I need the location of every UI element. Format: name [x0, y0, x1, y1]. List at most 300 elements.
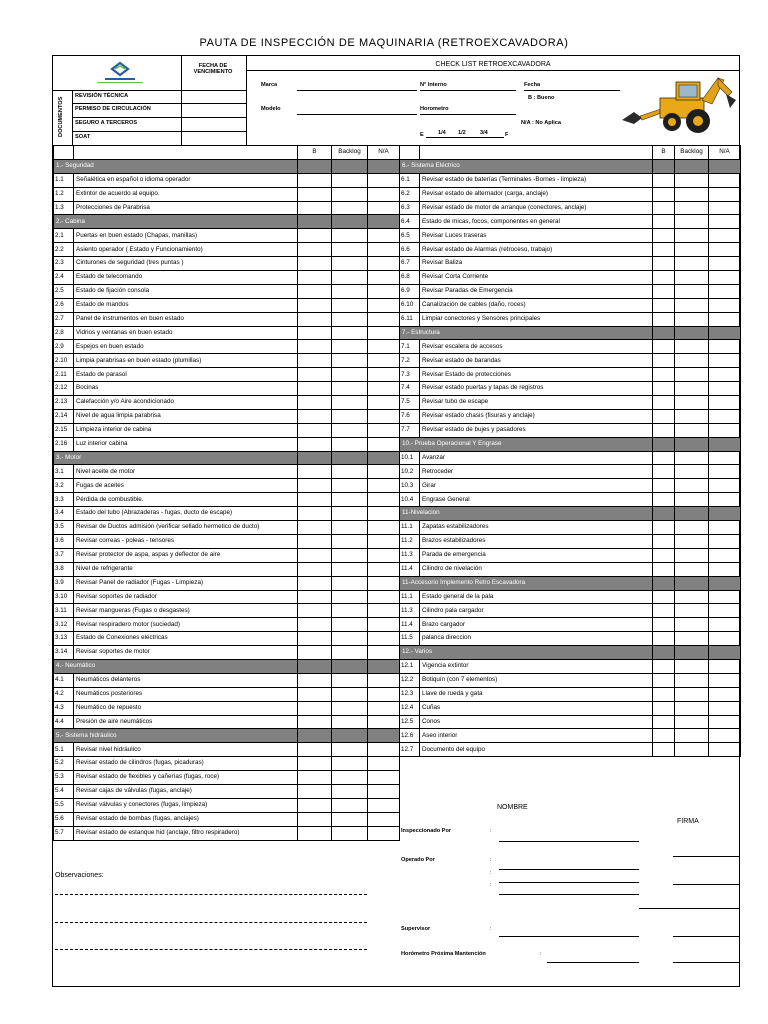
check-backlog-cell[interactable] [332, 687, 368, 701]
checklist-row [54, 701, 400, 715]
item-number: 4.4 [54, 715, 74, 729]
section-header-blank [368, 659, 400, 673]
check-backlog-cell[interactable] [675, 396, 709, 410]
check-backlog-cell[interactable] [675, 465, 709, 479]
check-b-cell[interactable] [298, 423, 332, 437]
check-backlog-cell[interactable] [332, 534, 368, 548]
item-label: Calefacción y/o Aire acondicionado [74, 396, 298, 410]
check-na-cell[interactable] [368, 521, 400, 535]
check-b-cell[interactable] [298, 632, 332, 646]
check-na-cell[interactable] [368, 507, 400, 521]
check-backlog-cell[interactable] [332, 465, 368, 479]
check-b-cell[interactable] [298, 743, 332, 757]
observaciones-line-2[interactable] [55, 922, 367, 923]
check-na-cell[interactable] [709, 396, 741, 410]
check-b-cell[interactable] [653, 298, 675, 312]
inspeccionado-sign-line[interactable] [673, 856, 739, 857]
check-b-cell[interactable] [653, 701, 675, 715]
check-na-cell[interactable] [709, 632, 741, 646]
check-backlog-cell[interactable] [675, 562, 709, 576]
check-b-cell[interactable] [653, 187, 675, 201]
check-b-cell[interactable] [653, 729, 675, 743]
item-number: 10.3 [400, 479, 420, 493]
check-b-cell[interactable] [298, 201, 332, 215]
check-b-cell[interactable] [298, 479, 332, 493]
legend-bueno: B : Bueno [528, 95, 555, 101]
col-backlog-header: Backlog [332, 146, 368, 160]
check-b-cell[interactable] [653, 340, 675, 354]
check-backlog-cell[interactable] [675, 201, 709, 215]
check-backlog-cell[interactable] [675, 521, 709, 535]
check-na-cell[interactable] [368, 312, 400, 326]
check-na-cell[interactable] [368, 423, 400, 437]
check-b-cell[interactable] [298, 618, 332, 632]
check-na-cell[interactable] [368, 576, 400, 590]
check-b-cell[interactable] [298, 548, 332, 562]
check-backlog-cell[interactable] [675, 368, 709, 382]
check-na-cell[interactable] [709, 284, 741, 298]
check-na-cell[interactable] [709, 534, 741, 548]
check-backlog-cell[interactable] [675, 409, 709, 423]
check-backlog-cell[interactable] [675, 632, 709, 646]
check-na-cell[interactable] [709, 451, 741, 465]
check-b-cell[interactable] [298, 340, 332, 354]
check-backlog-cell[interactable] [332, 715, 368, 729]
check-na-cell[interactable] [709, 687, 741, 701]
check-na-cell[interactable] [368, 632, 400, 646]
check-na-cell[interactable] [368, 687, 400, 701]
check-na-cell[interactable] [368, 326, 400, 340]
check-b-cell[interactable] [298, 465, 332, 479]
check-na-cell[interactable] [368, 493, 400, 507]
check-na-cell[interactable] [709, 173, 741, 187]
supervisor-name-line[interactable] [499, 936, 639, 937]
check-b-cell[interactable] [298, 812, 332, 826]
check-backlog-cell[interactable] [332, 784, 368, 798]
check-b-cell[interactable] [298, 382, 332, 396]
check-b-cell[interactable] [298, 604, 332, 618]
check-na-cell[interactable] [709, 521, 741, 535]
check-b-cell[interactable] [298, 576, 332, 590]
check-na-cell[interactable] [368, 590, 400, 604]
check-na-cell[interactable] [368, 271, 400, 285]
check-na-cell[interactable] [368, 340, 400, 354]
check-b-cell[interactable] [653, 521, 675, 535]
item-number: 6.5 [400, 229, 420, 243]
check-backlog-cell[interactable] [675, 312, 709, 326]
item-number: 10.1 [400, 451, 420, 465]
check-na-cell[interactable] [709, 423, 741, 437]
check-backlog-cell[interactable] [332, 757, 368, 771]
check-backlog-cell[interactable] [332, 340, 368, 354]
check-b-cell[interactable] [653, 354, 675, 368]
check-backlog-cell[interactable] [332, 437, 368, 451]
checklist-row [400, 312, 741, 326]
check-na-cell[interactable] [709, 409, 741, 423]
item-number: 2.16 [54, 437, 74, 451]
check-backlog-cell[interactable] [332, 562, 368, 576]
check-b-cell[interactable] [298, 312, 332, 326]
check-backlog-cell[interactable] [675, 729, 709, 743]
check-na-cell[interactable] [709, 701, 741, 715]
check-backlog-cell[interactable] [332, 632, 368, 646]
check-backlog-cell[interactable] [675, 271, 709, 285]
firma-header: FIRMA [677, 818, 699, 825]
check-backlog-cell[interactable] [332, 493, 368, 507]
check-na-cell[interactable] [709, 340, 741, 354]
check-backlog-cell[interactable] [332, 423, 368, 437]
checklist-row [400, 354, 741, 368]
check-b-cell[interactable] [653, 257, 675, 271]
check-b-cell[interactable] [653, 243, 675, 257]
check-b-cell[interactable] [653, 534, 675, 548]
item-label: Revisar soportes de motor [74, 646, 298, 660]
check-b-cell[interactable] [298, 271, 332, 285]
check-b-cell[interactable] [298, 187, 332, 201]
item-label: Estado del tubo (Abrazaderas - fugas, ducto de escape) [74, 507, 298, 521]
item-number: 2.5 [54, 284, 74, 298]
check-na-cell[interactable] [709, 229, 741, 243]
check-backlog-cell[interactable] [675, 215, 709, 229]
check-backlog-cell[interactable] [675, 618, 709, 632]
item-label: Estado de mandos [74, 298, 298, 312]
check-b-cell[interactable] [298, 646, 332, 660]
check-backlog-cell[interactable] [332, 701, 368, 715]
check-backlog-cell[interactable] [675, 284, 709, 298]
check-b-cell[interactable] [653, 687, 675, 701]
check-na-cell[interactable] [368, 534, 400, 548]
check-backlog-cell[interactable] [332, 590, 368, 604]
check-na-cell[interactable] [368, 257, 400, 271]
check-na-cell[interactable] [368, 354, 400, 368]
check-na-cell[interactable] [709, 465, 741, 479]
inspeccionado-name-line[interactable] [499, 841, 639, 842]
check-na-cell[interactable] [709, 201, 741, 215]
check-backlog-cell[interactable] [675, 493, 709, 507]
check-b-cell[interactable] [653, 382, 675, 396]
check-backlog-cell[interactable] [332, 479, 368, 493]
check-backlog-cell[interactable] [332, 576, 368, 590]
check-na-cell[interactable] [709, 604, 741, 618]
check-backlog-cell[interactable] [332, 743, 368, 757]
check-backlog-cell[interactable] [332, 173, 368, 187]
check-backlog-cell[interactable] [332, 229, 368, 243]
check-backlog-cell[interactable] [675, 354, 709, 368]
check-b-cell[interactable] [298, 687, 332, 701]
check-backlog-cell[interactable] [332, 798, 368, 812]
check-b-cell[interactable] [298, 493, 332, 507]
check-backlog-cell[interactable] [332, 382, 368, 396]
check-backlog-cell[interactable] [332, 396, 368, 410]
operado-name-line-2[interactable] [499, 882, 639, 883]
check-backlog-cell[interactable] [675, 534, 709, 548]
check-b-cell[interactable] [653, 548, 675, 562]
check-na-cell[interactable] [368, 173, 400, 187]
check-b-cell[interactable] [298, 396, 332, 410]
check-b-cell[interactable] [298, 368, 332, 382]
check-backlog-cell[interactable] [332, 507, 368, 521]
item-label: Revisar estado de flexibles y cañerías (fugas, roce) [74, 771, 298, 785]
check-b-cell[interactable] [298, 326, 332, 340]
item-label: Revisar Panel de radiador (Fugas - Limpieza) [74, 576, 298, 590]
checklist-row [54, 173, 400, 187]
check-na-cell[interactable] [368, 465, 400, 479]
checklist-row [54, 326, 400, 340]
check-na-cell[interactable] [709, 590, 741, 604]
check-backlog-cell[interactable] [675, 451, 709, 465]
check-na-cell[interactable] [368, 826, 400, 840]
check-backlog-cell[interactable] [332, 409, 368, 423]
check-backlog-cell[interactable] [675, 479, 709, 493]
check-backlog-cell[interactable] [675, 298, 709, 312]
check-backlog-cell[interactable] [332, 646, 368, 660]
item-number: 3.4 [54, 507, 74, 521]
check-b-cell[interactable] [298, 507, 332, 521]
operado-sign-line-1[interactable] [673, 884, 739, 885]
check-na-cell[interactable] [709, 618, 741, 632]
section-title: 1.- Seguridad [54, 159, 298, 173]
observaciones-line-1[interactable] [55, 894, 367, 895]
check-b-cell[interactable] [298, 715, 332, 729]
check-b-cell[interactable] [653, 590, 675, 604]
check-na-cell[interactable] [368, 437, 400, 451]
check-na-cell[interactable] [709, 215, 741, 229]
check-backlog-cell[interactable] [332, 618, 368, 632]
checklist-row [400, 451, 741, 465]
operado-name-line-1[interactable] [499, 869, 639, 870]
section-header-blank [332, 729, 368, 743]
check-na-cell[interactable] [368, 479, 400, 493]
observaciones-line-3[interactable] [55, 949, 367, 950]
check-b-cell[interactable] [653, 284, 675, 298]
check-b-cell[interactable] [653, 368, 675, 382]
check-na-cell[interactable] [368, 771, 400, 785]
check-b-cell[interactable] [653, 271, 675, 285]
check-b-cell[interactable] [298, 173, 332, 187]
check-backlog-cell[interactable] [332, 548, 368, 562]
check-na-cell[interactable] [709, 659, 741, 673]
check-backlog-cell[interactable] [675, 604, 709, 618]
check-b-cell[interactable] [298, 257, 332, 271]
check-na-cell[interactable] [709, 243, 741, 257]
check-backlog-cell[interactable] [332, 271, 368, 285]
check-b-cell[interactable] [653, 451, 675, 465]
check-b-cell[interactable] [298, 284, 332, 298]
check-na-cell[interactable] [709, 479, 741, 493]
check-na-cell[interactable] [709, 271, 741, 285]
check-b-cell[interactable] [653, 312, 675, 326]
check-b-cell[interactable] [298, 409, 332, 423]
check-na-cell[interactable] [709, 673, 741, 687]
check-na-cell[interactable] [368, 743, 400, 757]
check-b-cell[interactable] [653, 562, 675, 576]
check-na-cell[interactable] [368, 409, 400, 423]
doc-soat: SOAT [75, 134, 91, 140]
section-header-blank [675, 437, 709, 451]
check-backlog-cell[interactable] [675, 590, 709, 604]
check-backlog-cell[interactable] [332, 368, 368, 382]
check-na-cell[interactable] [368, 798, 400, 812]
check-backlog-cell[interactable] [675, 243, 709, 257]
check-b-cell[interactable] [298, 437, 332, 451]
check-na-cell[interactable] [709, 298, 741, 312]
check-na-cell[interactable] [709, 187, 741, 201]
operado-name-line-3[interactable] [499, 894, 639, 895]
item-label: Revisar respiradero motor (suciedad) [74, 618, 298, 632]
check-b-cell[interactable] [298, 243, 332, 257]
check-backlog-cell[interactable] [675, 382, 709, 396]
check-backlog-cell[interactable] [332, 201, 368, 215]
check-na-cell[interactable] [368, 229, 400, 243]
section-header-blank [709, 507, 741, 521]
check-backlog-cell[interactable] [332, 298, 368, 312]
check-b-cell[interactable] [653, 743, 675, 757]
check-na-cell[interactable] [368, 701, 400, 715]
item-label: Avanzar [420, 451, 653, 465]
checklist-row [400, 368, 741, 382]
check-na-cell[interactable] [368, 562, 400, 576]
check-b-cell[interactable] [653, 396, 675, 410]
check-backlog-cell[interactable] [675, 257, 709, 271]
check-na-cell[interactable] [368, 673, 400, 687]
check-backlog-cell[interactable] [332, 604, 368, 618]
check-b-cell[interactable] [298, 798, 332, 812]
check-backlog-cell[interactable] [675, 715, 709, 729]
check-b-cell[interactable] [298, 784, 332, 798]
check-backlog-cell[interactable] [675, 423, 709, 437]
check-b-cell[interactable] [298, 826, 332, 840]
check-na-cell[interactable] [368, 784, 400, 798]
check-b-cell[interactable] [298, 229, 332, 243]
check-backlog-cell[interactable] [332, 771, 368, 785]
check-na-cell[interactable] [368, 757, 400, 771]
check-b-cell[interactable] [653, 229, 675, 243]
check-na-cell[interactable] [709, 354, 741, 368]
check-backlog-cell[interactable] [332, 284, 368, 298]
section-header-blank [298, 159, 332, 173]
check-na-cell[interactable] [709, 312, 741, 326]
check-backlog-cell[interactable] [675, 673, 709, 687]
check-b-cell[interactable] [298, 521, 332, 535]
check-na-cell[interactable] [368, 715, 400, 729]
check-backlog-cell[interactable] [332, 354, 368, 368]
check-na-cell[interactable] [709, 257, 741, 271]
check-na-cell[interactable] [368, 382, 400, 396]
check-backlog-cell[interactable] [332, 243, 368, 257]
item-number: 12.6 [400, 729, 420, 743]
check-backlog-cell[interactable] [332, 257, 368, 271]
check-b-cell[interactable] [653, 632, 675, 646]
check-na-cell[interactable] [709, 743, 741, 757]
check-b-cell[interactable] [298, 562, 332, 576]
checklist-row [54, 562, 400, 576]
check-na-cell[interactable] [709, 562, 741, 576]
check-backlog-cell[interactable] [675, 548, 709, 562]
check-na-cell[interactable] [368, 548, 400, 562]
check-backlog-cell[interactable] [675, 743, 709, 757]
item-label: Girar [420, 479, 653, 493]
check-na-cell[interactable] [709, 548, 741, 562]
check-b-cell[interactable] [653, 215, 675, 229]
check-b-cell[interactable] [298, 701, 332, 715]
check-backlog-cell[interactable] [675, 187, 709, 201]
check-na-cell[interactable] [368, 618, 400, 632]
check-b-cell[interactable] [653, 173, 675, 187]
check-na-cell[interactable] [368, 298, 400, 312]
section-header-blank [298, 451, 332, 465]
check-b-cell[interactable] [653, 604, 675, 618]
check-b-cell[interactable] [653, 409, 675, 423]
check-b-cell[interactable] [653, 715, 675, 729]
check-na-cell[interactable] [368, 368, 400, 382]
supervisor-sign-line[interactable] [673, 936, 739, 937]
check-backlog-cell[interactable] [332, 326, 368, 340]
item-number: 2.10 [54, 354, 74, 368]
check-backlog-cell[interactable] [332, 312, 368, 326]
check-na-cell[interactable] [368, 812, 400, 826]
check-b-cell[interactable] [653, 618, 675, 632]
check-na-cell[interactable] [368, 604, 400, 618]
item-number: 2.1 [54, 229, 74, 243]
check-b-cell[interactable] [298, 354, 332, 368]
check-backlog-cell[interactable] [332, 673, 368, 687]
section-header-blank [332, 159, 368, 173]
check-na-cell[interactable] [709, 493, 741, 507]
operado-sign-line-2[interactable] [639, 908, 739, 909]
check-b-cell[interactable] [653, 673, 675, 687]
check-b-cell[interactable] [653, 659, 675, 673]
check-na-cell[interactable] [368, 284, 400, 298]
check-b-cell[interactable] [653, 423, 675, 437]
horometro-mantencion-line[interactable] [547, 962, 639, 963]
check-b-cell[interactable] [298, 590, 332, 604]
check-na-cell[interactable] [709, 368, 741, 382]
horometro-sign-line[interactable] [673, 962, 739, 963]
check-na-cell[interactable] [368, 187, 400, 201]
check-na-cell[interactable] [368, 243, 400, 257]
check-b-cell[interactable] [298, 757, 332, 771]
check-b-cell[interactable] [298, 298, 332, 312]
check-na-cell[interactable] [709, 715, 741, 729]
check-backlog-cell[interactable] [675, 229, 709, 243]
check-na-cell[interactable] [368, 396, 400, 410]
check-b-cell[interactable] [653, 493, 675, 507]
checklist-row [400, 257, 741, 271]
item-label: Puertas en buen estado (Chapas, manillas) [74, 229, 298, 243]
check-na-cell[interactable] [368, 201, 400, 215]
check-backlog-cell[interactable] [675, 173, 709, 187]
check-na-cell[interactable] [368, 646, 400, 660]
item-number: 7.7 [400, 423, 420, 437]
check-b-cell[interactable] [653, 479, 675, 493]
check-backlog-cell[interactable] [332, 812, 368, 826]
check-backlog-cell[interactable] [332, 187, 368, 201]
check-backlog-cell[interactable] [675, 701, 709, 715]
check-backlog-cell[interactable] [675, 340, 709, 354]
check-b-cell[interactable] [298, 673, 332, 687]
check-backlog-cell[interactable] [675, 659, 709, 673]
section-header-blank [709, 437, 741, 451]
check-na-cell[interactable] [709, 382, 741, 396]
check-backlog-cell[interactable] [332, 521, 368, 535]
check-backlog-cell[interactable] [332, 826, 368, 840]
check-b-cell[interactable] [653, 201, 675, 215]
check-b-cell[interactable] [298, 771, 332, 785]
check-na-cell[interactable] [709, 729, 741, 743]
check-b-cell[interactable] [653, 465, 675, 479]
check-backlog-cell[interactable] [675, 687, 709, 701]
check-b-cell[interactable] [298, 534, 332, 548]
